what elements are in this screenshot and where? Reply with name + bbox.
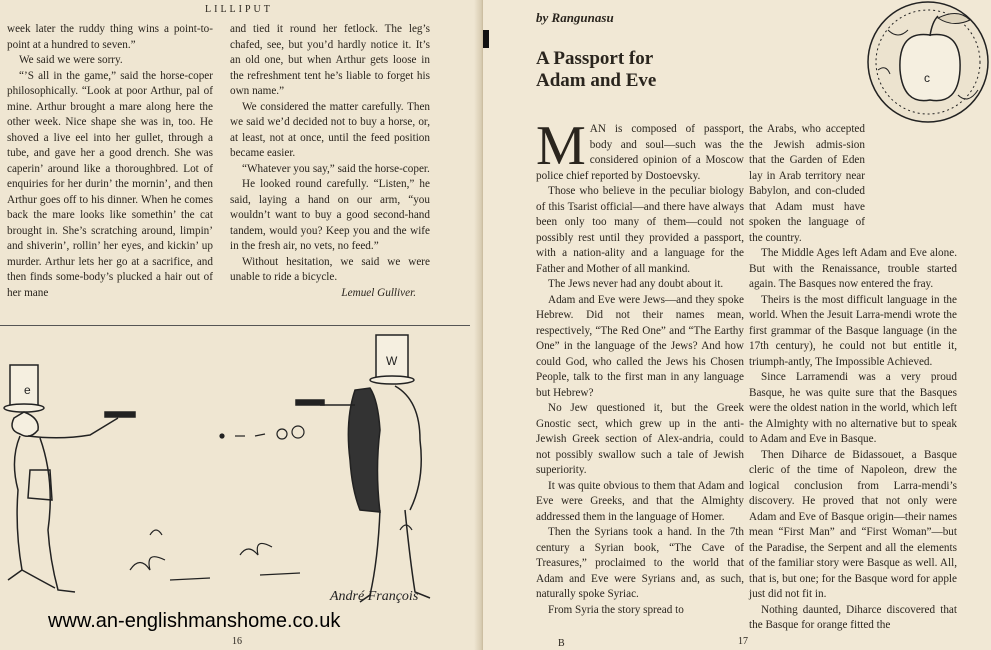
paragraph: “Whatever you say,” said the horse-coper. <box>242 162 430 175</box>
paragraph: week later the ruddy thing wins a point-to-point at a hundred to seven.” <box>7 23 213 51</box>
paragraph: Then the Syrians took a hand. In the 7th century a Syrian book, “The Cave of Treasures,” proclaimed to the world that Adam and Eve were Syrians and, as such, naturally spoke Syriac. <box>536 526 744 600</box>
ornament-letter: c <box>924 71 930 85</box>
paragraph: Nothing daunted, Diharce discovered that the Basque for orange fitted the <box>749 603 957 631</box>
article-title <box>536 48 656 92</box>
opening-text: AN is composed of passport, body and soul—such was the considered opinion of a Moscow police chief reported by Dostoevsky. <box>536 123 744 182</box>
paragraph: the Arabs, who accepted the Jewish admis-sion that the Garden of Eden lay in Arab territory near Babylon, and con-cluded that Adam must have spoken the language of the country. <box>749 123 865 244</box>
paragraph: Adam and Eve were Jews—and they spoke Hebrew. Did not their names mean, respectively, “The Red One” and “The Earthy One” in the language of the Jews? And how could God, who called the Jews his Chosen People, talk to the first man in any language but Hebrew? <box>536 293 744 399</box>
paragraph: It was quite obvious to them that Adam and Eve were Greeks, and that the Almighty addressed them in the language of Homer. <box>536 479 744 523</box>
left-column-1 <box>7 22 213 301</box>
paragraph: Since Larramendi was a very proud Basque, he was quite sure that the Basques were the oldest nation in the world, which left the Almighty with no alternative but to speak to Adam and Eve in Basque. <box>749 371 957 445</box>
paragraph: “’S all in the game,” said the horse-coper philosophically. “Look at poor Arthur, pal of mine. Arthur brought a mare along here the other week. Nice shape she was in, too. He shoved a live eel into her gullet, through a tube, and gave her a good drench. She was caperin’ around like a thoroughbred. Lot of enquiries for her durin’ the mornin’, and then Arthur goes off to his dinner. When he comes back the mare looks like somethin’ the cat brought in. She’s scratching around, limpin’ and shiverin’, rollin’ her eyes, and kickin’ up murder. Arthur lets her go at a sacrifice, and then finds some-body’s plucked a hair out of her mane <box>7 69 213 299</box>
title-line: Adam and Eve <box>536 70 657 91</box>
title-line: A Passport for <box>536 48 654 69</box>
page-number-right: 17 <box>738 636 748 647</box>
left-column-2 <box>230 22 430 301</box>
author-signature: Lemuel Gulliver. <box>341 286 416 299</box>
apple-ornament <box>858 0 991 128</box>
paragraph: Without hesitation, we said we were unable to ride a bicycle. <box>230 255 430 283</box>
drop-cap: M <box>536 115 586 177</box>
right-column-1 <box>536 115 744 618</box>
hat-letter-right: W <box>386 354 398 368</box>
paragraph: No Jew questioned it, but the Greek Gnostic sect, which grew up in the anti-Jewish Greek section of Alex-andria, could not possibly swallow such a tale of Jewish superiority. <box>536 402 744 476</box>
opening-paragraph <box>536 115 744 184</box>
bullet-trail <box>220 426 304 439</box>
artist-signature: André François <box>330 589 419 604</box>
paragraph: From Syria the story spread to <box>548 603 684 616</box>
paragraph: Theirs is the most difficult language in the world. When the Jesuit Larra-mendi wrote the first grammar of the Basque language (in the 17th century), he could not but entitle it, triumph-antly, The Impossible Achieved. <box>749 293 957 368</box>
paragraph: He looked round carefully. “Listen,” he said, laying a hand on our arm, “you wouldn’t want to buy a good second-hand tandem, would you? Keep you and the wife in the fresh air, no vets, no feed.” <box>230 178 430 252</box>
paragraph: The Middle Ages left Adam and Eve alone. But with the Renaissance, trouble started again. The Basques now entered the fray. <box>749 247 957 290</box>
ground-plants <box>130 525 412 580</box>
paragraph: Those who believe in the peculiar biology of this Tsarist official—and there have always been only too many of them—could not possibly rest until they provided a passport, with a nation-ality and a language for the Father and Mother of all mankind. <box>536 185 744 275</box>
paragraph: We said we were sorry. <box>19 54 123 66</box>
divider <box>0 325 470 326</box>
right-duellist <box>296 335 430 602</box>
left-page <box>0 0 480 650</box>
paragraph: The Jews never had any doubt about it. <box>548 278 724 290</box>
paragraph: and tied it round her fetlock. The leg’s chafed, see, but you’d hardly notice it. It’s an old one, but when Arthur gets loose in the refreshment tent he’s liable to forget his own name.” <box>230 23 430 97</box>
left-duellist <box>4 365 135 592</box>
hat-letter-left: e <box>24 383 31 397</box>
duel-illustration <box>0 330 470 640</box>
printer-mark <box>483 30 489 48</box>
running-head: LILLIPUT <box>205 4 273 15</box>
paragraph: We considered the matter carefully. Then we said we’d decided not to buy a horse, or, at least, not at once, until the feed position became easier. <box>230 100 430 159</box>
byline: by Rangunasu <box>536 10 614 25</box>
paragraph: Then Diharce de Bidassouet, a Basque cleric of the time of Napoleon, drew the logical conclusion from Larra-mendi’s discovery. He proved that not only were Adam and Eve of Basque origin—their names mean “First Man” and “First Woman”—but the Paradise, the Serpent and all the elements of the familiar story were Basque as well. All, that is, but one; for the Basque word for apple just did not fit in. <box>749 448 957 600</box>
right-column-2 <box>749 122 957 634</box>
signature-mark: B <box>558 638 565 649</box>
page-number-left: 16 <box>232 636 242 647</box>
watermark: www.an-englishmanshome.co.uk <box>48 610 341 632</box>
